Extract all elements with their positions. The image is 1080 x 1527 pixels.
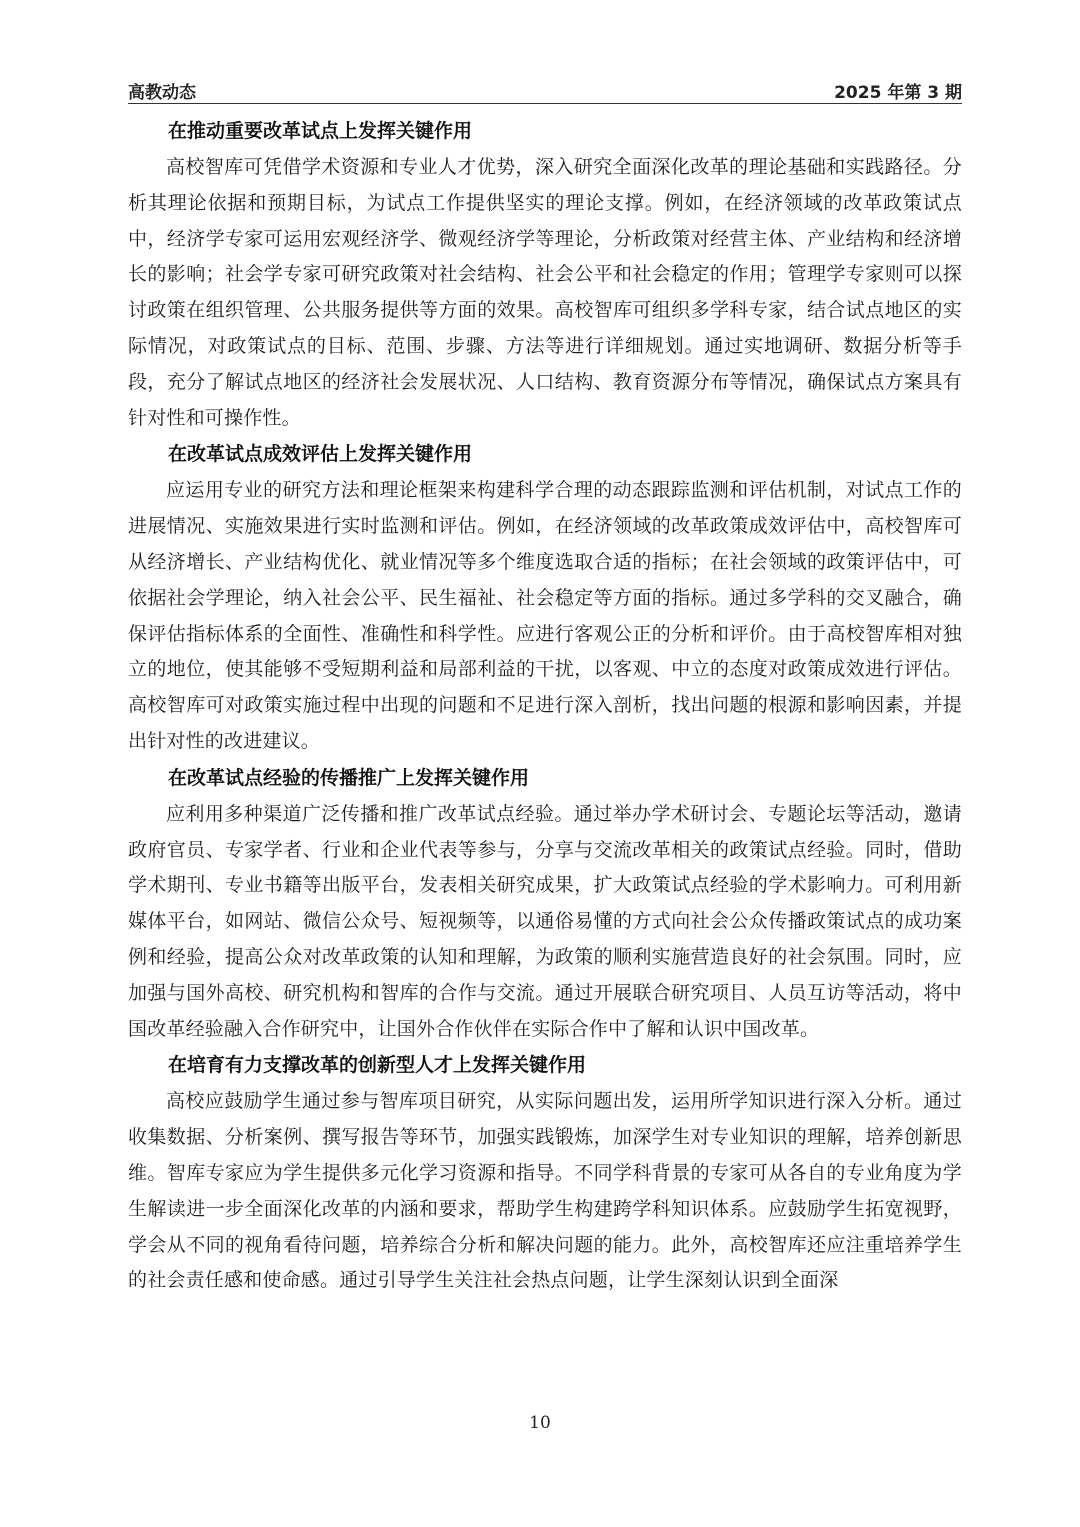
section-talent-cultivation	[128, 1047, 962, 1299]
page-number: 10	[529, 1413, 551, 1433]
section-heading: 在培育有力支撑改革的创新型人才上发挥关键作用	[168, 1054, 587, 1077]
section-heading: 在推动重要改革试点上发挥关键作用	[168, 120, 473, 142]
section-paragraph: 高校智库可凭借学术资源和专业人才优势，深入研究全面深化改革的理论基础和实践路径。分析其理论依据和预期目标，为试点工作提供坚实的理论支撑。例如，在经济领域的改革政策试点中，经济学专家可运用宏观经济学、微观经济学等理论，分析政策对经营主体、产业结构和经济增长的影响；社会学专家可研究政策对社会结构、社会公平和社会稳定的作用；管理学专家则可以探讨政策在组织管理、公共服务提供等方面的效果。高校智库可组织多学科专家，结合试点地区的实际情况，对政策试点的目标、范围、步骤、方法等进行详细规划。通过实地调研、数据分析等手段，充分了解试点地区的经济社会发展状况、人口结构、教育资源分布等情况，确保试点方案具有针对性和可操作性。	[128, 156, 962, 429]
journal-name: 高教动态	[128, 83, 196, 103]
section-paragraph: 高校应鼓励学生通过参与智库项目研究，从实际问题出发，运用所学知识进行深入分析。通过收集数据、分析案例、撰写报告等环节，加强实践锻炼，加深学生对专业知识的理解，培养创新思维。智库专家应为学生提供多元化学习资源和指导。不同学科背景的专家可从各自的专业角度为学生解读进一步全面深化改革的内涵和要求，帮助学生构建跨学科知识体系。应鼓励学生拓宽视野，学会从不同的视角看待问题，培养综合分析和解决问题的能力。此外，高校智库还应注重培养学生的社会责任感和使命感。通过引导学生关注社会热点问题，让学生深刻认识到全面深	[128, 1090, 962, 1292]
section-experience-promotion	[128, 760, 962, 1048]
section-paragraph: 应运用专业的研究方法和理论框架来构建科学合理的动态跟踪监测和评估机制，对试点工作的进展情况、实施效果进行实时监测和评估。例如，在经济领域的改革政策成效评估中，高校智库可从经济增长、产业结构优化、就业情况等多个维度选取合适的指标；在社会领域的政策评估中，可依据社会学理论，纳入社会公平、民生福祉、社会稳定等方面的指标。通过多学科的交叉融合，确保评估指标体系的全面性、准确性和科学性。应进行客观公正的分析和评价。由于高校智库相对独立的地位，使其能够不受短期利益和局部利益的干扰，以客观、中立的态度对政策成效进行评估。高校智库可对政策实施过程中出现的问题和不足进行深入剖析，找出问题的根源和影响因素，并提出针对性的改进建议。	[128, 479, 962, 752]
section-heading: 在改革试点成效评估上发挥关键作用	[168, 443, 473, 466]
section-pilot-reform	[128, 113, 962, 436]
section-paragraph: 应利用多种渠道广泛传播和推广改革试点经验。通过举办学术研讨会、专题论坛等活动，邀请政府官员、专家学者、行业和企业代表等参与，分享与交流改革相关的政策试点经验。同时，借助学术期刊、专业书籍等出版平台，发表相关研究成果，扩大政策试点经验的学术影响力。可利用新媒体平台，如网站、微信公众号、短视频等，以通俗易懂的方式向社会公众传播政策试点的成功案例和经验，提高公众对改革政策的认知和理解，为政策的顺利实施营造良好的社会氛围。同时，应加强与国外高校、研究机构和智库的合作与交流。通过开展联合研究项目、人员互访等活动，将中国改革经验融入合作研究中，让国外合作伙伴在实际合作中了解和认识中国改革。	[128, 802, 962, 1040]
article-body	[128, 113, 962, 1299]
section-heading: 在改革试点经验的传播推广上发挥关键作用	[168, 766, 530, 789]
section-effect-evaluation	[128, 436, 962, 759]
issue-label: 2025 年第 3 期	[834, 83, 962, 103]
header-divider	[128, 103, 962, 104]
